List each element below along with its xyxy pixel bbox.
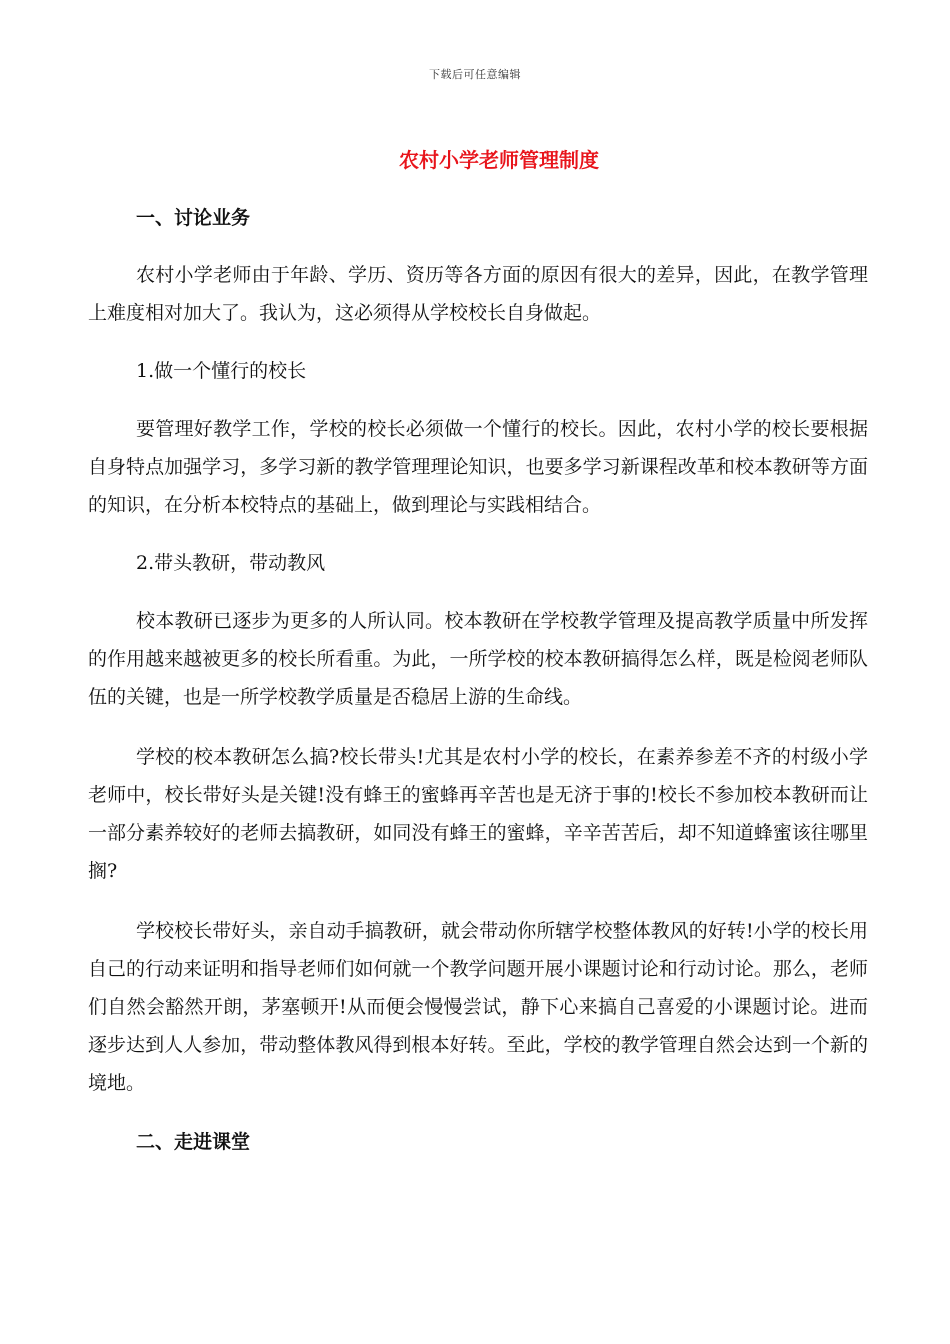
document-body [88,200,868,1160]
paragraph-sub2-2: 学校的校本教研怎么搞?校长带头!尤其是农村小学的校长，在素养参差不齐的村级小学老师中，校长带好头是关键!没有蜂王的蜜蜂再辛苦也是无济于事的!校长不参加校本教研而让一部分素养较好的老师去搞教研，如同没有蜂王的蜜蜂，辛辛苦苦后，却不知道蜂蜜该往哪里搁? [88,746,868,882]
paragraph-sub2-1: 校本教研已逐步为更多的人所认同。校本教研在学校教学管理及提高教学质量中所发挥的作用越来越被更多的校长所看重。为此，一所学校的校本教研搞得怎么样，既是检阅老师队伍的关键，也是一所学校教学质量是否稳居上游的生命线。 [88,610,868,708]
header-note: 下载后可任意编辑 [429,68,521,81]
section-heading-1: 一、讨论业务 [136,207,251,229]
subheading-2: 2.带头教研，带动教风 [136,552,326,574]
subheading-1: 1.做一个懂行的校长 [136,360,307,382]
document-title: 农村小学老师管理制度 [399,148,599,172]
paragraph-intro: 农村小学老师由于年龄、学历、资历等各方面的原因有很大的差异，因此，在教学管理上难度相对加大了。我认为，这必须得从学校校长自身做起。 [88,264,868,324]
section-heading-2: 二、走进课堂 [136,1131,251,1153]
paragraph-sub2-3: 学校校长带好头，亲自动手搞教研，就会带动你所辖学校整体教风的好转!小学的校长用自己的行动来证明和指导老师们如何就一个教学问题开展小课题讨论和行动讨论。那么，老师们自然会豁然开朗，茅塞顿开!从而便会慢慢尝试，静下心来搞自己喜爱的小课题讨论。进而逐步达到人人参加，带动整体教风得到根本好转。至此，学校的教学管理自然会达到一个新的境地。 [88,920,868,1094]
paragraph-sub1: 要管理好教学工作，学校的校长必须做一个懂行的校长。因此，农村小学的校长要根据自身特点加强学习，多学习新的教学管理理论知识，也要多学习新课程改革和校本教研等方面的知识，在分析本校特点的基础上，做到理论与实践相结合。 [88,418,868,516]
